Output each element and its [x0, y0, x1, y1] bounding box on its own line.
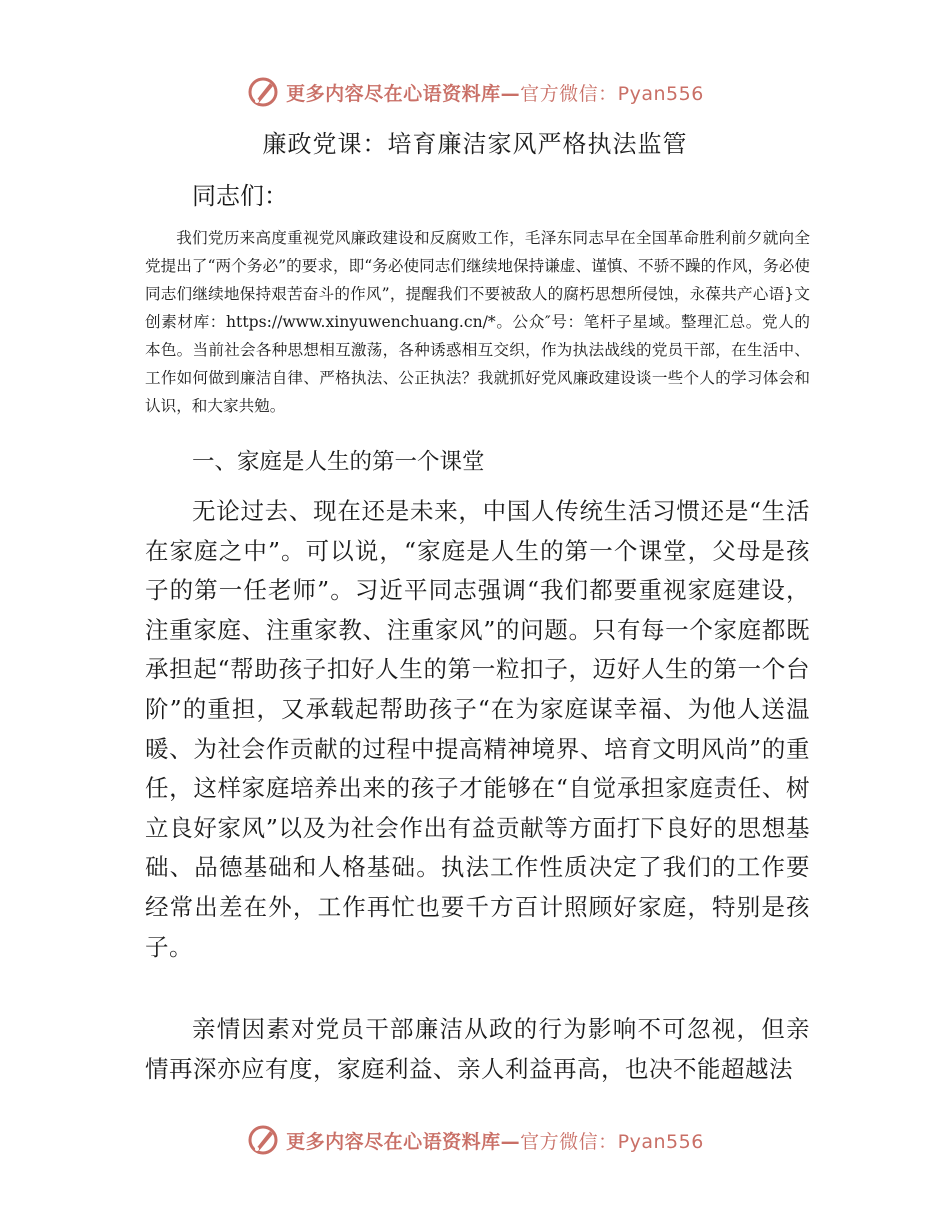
section-heading: 一、家庭是人生的第一个课堂 [192, 449, 485, 475]
header-banner [0, 72, 950, 112]
header-brand: 更多内容尽在心语资料库 [286, 82, 501, 105]
footer-banner-text [286, 1127, 704, 1154]
header-separator: — [500, 82, 521, 105]
pen-logo-icon [246, 1123, 280, 1157]
document-title: 廉政党课：培育廉洁家风严格执法监管 [262, 130, 688, 158]
footer-separator: — [500, 1130, 521, 1153]
footer-wechat: 官方微信：Pyan556 [520, 1130, 704, 1153]
footer-banner [0, 1120, 950, 1160]
footer-brand: 更多内容尽在心语资料库 [286, 1130, 501, 1153]
body-paragraph-2: 亲情因素对党员干部廉洁从政的行为影响不可忽视，但亲情再深亦应有度，家庭利益、亲人利益再高，也决不能超越法 [145, 1015, 810, 1083]
body-paragraph-1: 无论过去、现在还是未来，中国人传统生活习惯还是“生活在家庭之中”。可以说，“家庭是人生的第一个课堂，父母是孩子的第一任老师”。习近平同志强调“我们都要重视家庭建设，注重家庭、注重家教、注重家风”的问题。只有每一个家庭都既承担起“帮助孩子扣好人生的第一粒扣子，迈好人生的第一个台阶”的重担，又承载起帮助孩子“在为家庭谋幸福、为他人送温暖、为社会作贡献的过程中提高精神境界、培育文明风尚”的重任，这样家庭培养出来的孩子才能够在“自觉承担家庭责任、树立良好家风”以及为社会作出有益贡献等方面打下良好的思想基础、品德基础和人格基础。执法工作性质决定了我们的工作要经常出差在外，工作再忙也要千方百计照顾好家庭，特别是孩子。 [145, 497, 810, 961]
header-wechat: 官方微信：Pyan556 [520, 82, 704, 105]
intro-paragraph: 我们党历来高度重视党风廉政建设和反腐败工作，毛泽东同志早在全国革命胜利前夕就向全党提出了“两个务必”的要求，即“务必使同志们继续地保持谦虚、谨慎、不骄不躁的作风，务必使同志们继续地保持艰苦奋斗的作风”，提醒我们不要被敌人的腐朽思想所侵蚀，永葆共产心语}文创素材库：https://www.xinyuwenchuang.cn/*。公众″号：笔杆子星域。整理汇总。党人的本色。当前社会各种思想相互激荡，各种诱惑相互交织，作为执法战线的党员干部，在生活中、工作如何做到廉洁自律、严格执法、公正执法？我就抓好党风廉政建设谈一些个人的学习体会和认识，和大家共勉。 [145, 229, 810, 415]
header-banner-text [286, 79, 704, 106]
pen-logo-icon [246, 75, 280, 109]
salutation: 同志们： [192, 182, 288, 210]
